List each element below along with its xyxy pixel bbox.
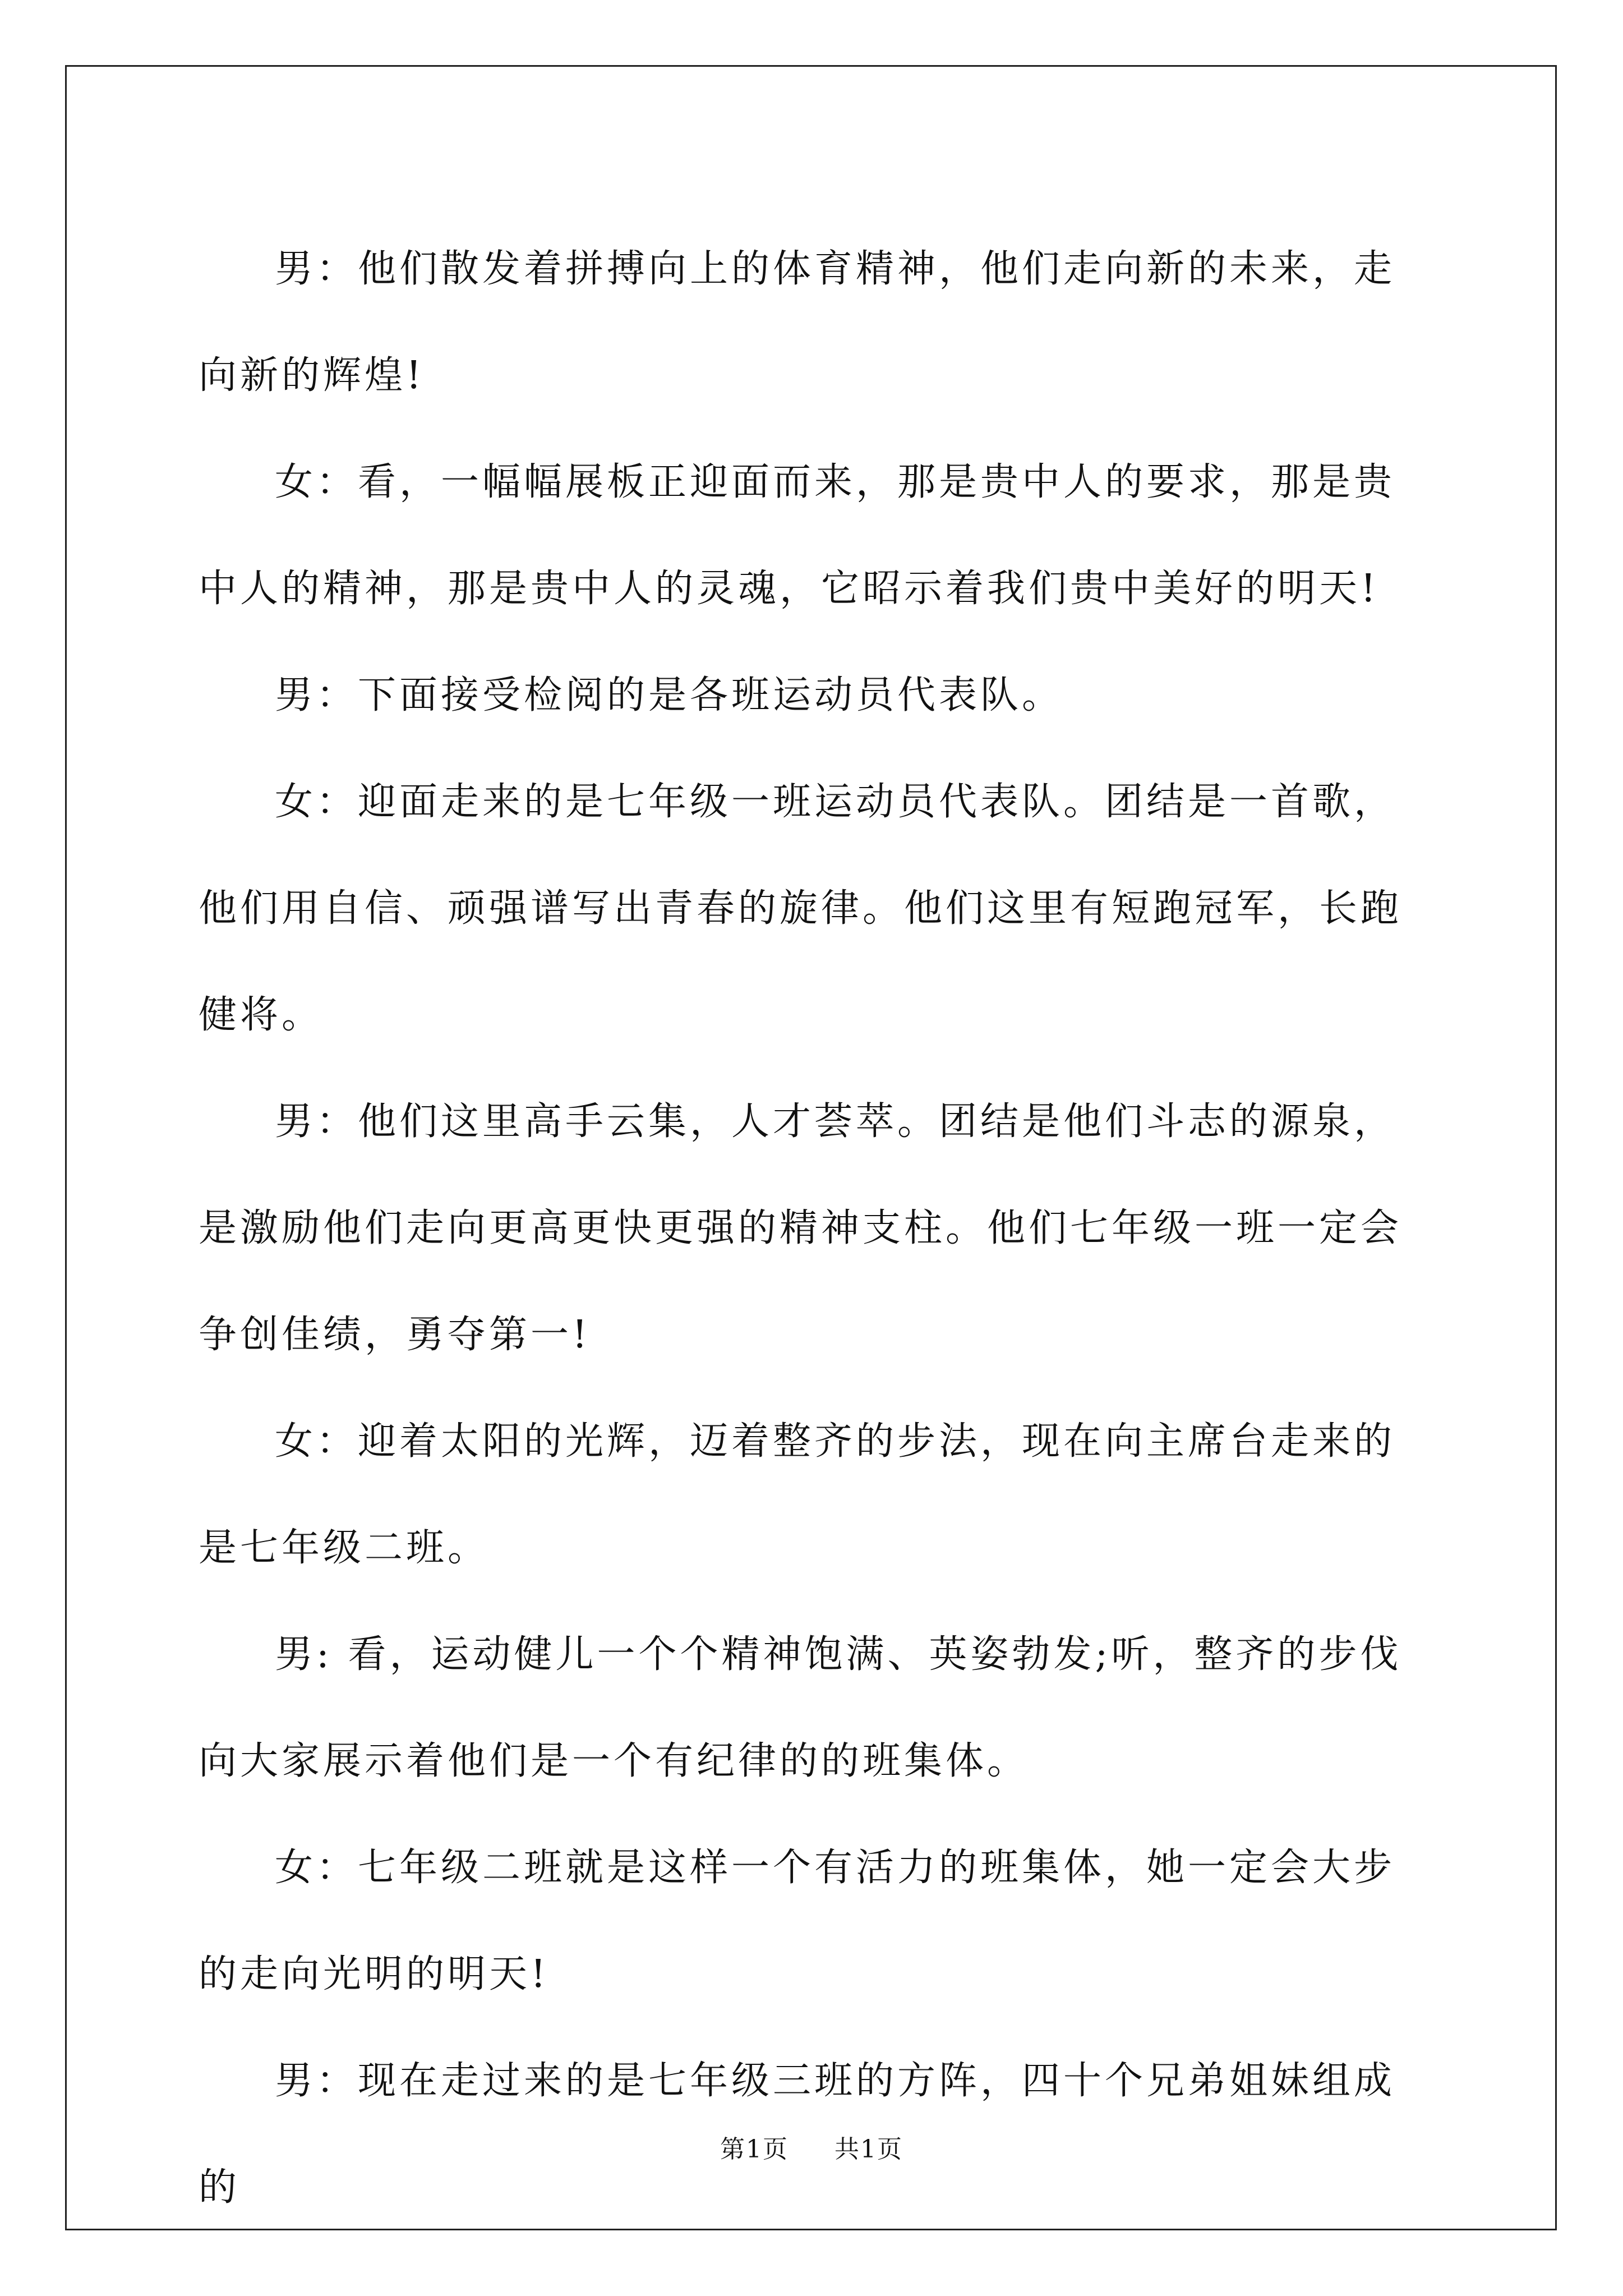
- paragraph: 女：七年级二班就是这样一个有活力的班集体，她一定会大步的走向光明的明天!: [199, 1846, 1396, 1996]
- page-total: 共1页: [834, 2135, 903, 2164]
- paragraph: 女：看，一幅幅展板正迎面而来，那是贵中人的要求，那是贵中人的精神，那是贵中人的灵魂，它昭示着我们贵中美好的明天!: [199, 460, 1396, 611]
- paragraph: 女：迎着太阳的光辉，迈着整齐的步法，现在向主席台走来的是七年级二班。: [199, 1419, 1396, 1570]
- paragraph: 女：迎面走来的是七年级一班运动员代表队。团结是一首歌，他们用自信、顽强谱写出青春的旋律。他们这里有短跑冠军，长跑健将。: [199, 780, 1403, 1037]
- paragraph: 男：下面接受检阅的是各班运动员代表队。: [275, 673, 1064, 717]
- page-number: 第1页: [720, 2135, 789, 2164]
- document-body: [199, 216, 1427, 2241]
- paragraph: 男: 看，运动健儿一个个精神饱满、英姿勃发;听，整齐的步伐向大家展示着他们是一个有纪律的的班集体。: [199, 1632, 1402, 1783]
- paragraph: 男：他们散发着拼搏向上的体育精神，他们走向新的未来，走向新的辉煌!: [199, 247, 1396, 398]
- page-footer: [0, 2129, 1623, 2165]
- paragraph: 男：他们这里高手云集，人才荟萃。团结是他们斗志的源泉，是激励他们走向更高更快更强的精神支柱。他们七年级一班一定会争创佳绩，勇夺第一!: [199, 1099, 1403, 1357]
- paragraph: 男：现在走过来的是七年级三班的方阵，四十个兄弟姐妹组成的: [199, 2059, 1396, 2210]
